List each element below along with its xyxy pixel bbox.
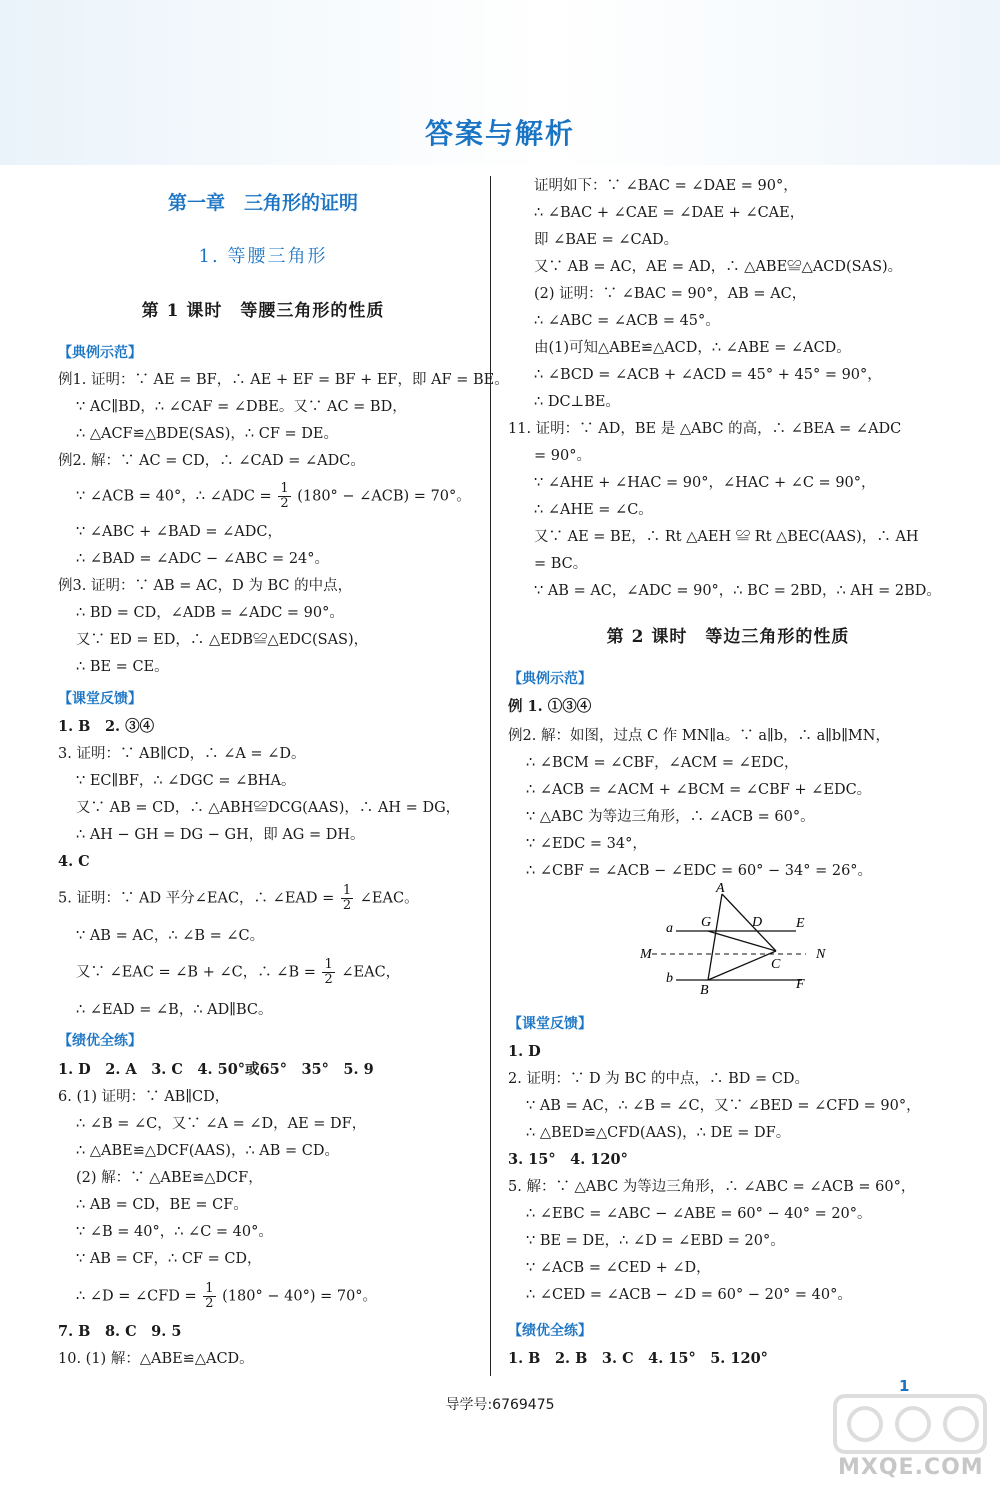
answer-line: 又∵ ED = ED，∴ △EDB≌△EDC(SAS)， xyxy=(76,632,369,648)
fraction-text: 5. 证明：∵ AD 平分∠EAC，∴ ∠EAD = xyxy=(58,890,335,907)
label-f: F xyxy=(796,977,805,992)
lesson-heading: 第 1 课时 等腰三角形的性质 xyxy=(141,301,385,321)
fraction-denominator: 2 xyxy=(205,1296,214,1311)
answer-line: 1. D xyxy=(508,1043,541,1060)
answer-line: 即 ∠BAE = ∠CAD。 xyxy=(534,232,679,248)
fraction-numerator: 1 xyxy=(280,481,289,496)
answer-line-fraction xyxy=(76,1282,377,1311)
label-a-point: A xyxy=(716,882,725,896)
watermark-logo xyxy=(795,1390,995,1500)
answer-line: ∴ ∠EAD = ∠B，∴ AD∥BC。 xyxy=(76,1002,273,1018)
answer-line: ∴ AH − GH = DG − GH，即 AG = DH。 xyxy=(76,827,365,843)
answer-line: ∴ △ACF≌△BDE(SAS)，∴ CF = DE。 xyxy=(76,426,338,442)
answer-line: ∴ ∠AHE = ∠C。 xyxy=(534,502,653,518)
fraction-text: 又∵ ∠EAC = ∠B + ∠C，∴ ∠B = xyxy=(76,964,316,981)
label-line-b: b xyxy=(666,971,673,986)
fraction-numerator: 1 xyxy=(324,957,333,972)
answer-line: 例2. 解：如图，过点 C 作 MN∥a。∵ a∥b，∴ a∥b∥MN， xyxy=(508,728,890,744)
lesson-heading: 第 2 课时 等边三角形的性质 xyxy=(606,627,850,647)
label-d: D xyxy=(752,915,763,930)
answer-line: ∴ ∠B = ∠C，又∵ ∠A = ∠D，AE = DF， xyxy=(76,1116,367,1132)
fraction-text: ∠EAC， xyxy=(341,964,401,981)
answer-line: 10. (1) 解：△ABE≌△ACD。 xyxy=(58,1351,254,1367)
answer-line: ∵ AB = AC，∴ ∠B = ∠C。 xyxy=(76,928,265,944)
label-e: E xyxy=(796,916,805,931)
answer-line: ∴ ∠ABC = ∠ACB = 45°。 xyxy=(534,313,720,329)
answer-line: 3. 15° 4. 120° xyxy=(508,1151,628,1168)
fraction-text: (180° − ∠ACB) = 70°。 xyxy=(297,488,471,505)
label-b: B xyxy=(700,983,709,994)
segment-ab xyxy=(708,894,722,980)
label-g: G xyxy=(701,915,712,930)
answer-line: ∴ △ABE≌△DCF(AAS)，∴ AB = CD。 xyxy=(76,1143,340,1159)
answer-line: ∴ ∠ACB = ∠ACM + ∠BCM = ∠CBF + ∠EDC。 xyxy=(526,782,872,798)
answer-line: 例1. 证明：∵ AE = BF，∴ AE + EF = BF + EF，即 AF = BE。 xyxy=(58,372,509,388)
answer-line: 5. 解：∵ △ABC 为等边三角形，∴ ∠ABC = ∠ACB = 60°， xyxy=(508,1179,916,1195)
answer-line: 例2. 解：∵ AC = CD，∴ ∠CAD = ∠ADC。 xyxy=(58,453,365,469)
answer-line: ∵ ∠ACB = ∠CED + ∠D， xyxy=(526,1260,711,1276)
answer-line: ∵ ∠B = 40°，∴ ∠C = 40°。 xyxy=(76,1224,273,1240)
fraction-text: ∵ ∠ACB = 40°，∴ ∠ADC = xyxy=(76,488,272,505)
answer-line: 6. (1) 证明：∵ AB∥CD， xyxy=(58,1089,230,1105)
answer-line: 又∵ AB = AC，AE = AD，∴ △ABE≌△ACD(SAS)。 xyxy=(534,259,903,275)
answer-line: ∴ DC⊥BE。 xyxy=(534,394,620,410)
answer-line: (2) 解：∵ △ABE≌△DCF， xyxy=(76,1170,263,1186)
fraction-denominator: 2 xyxy=(324,972,333,987)
answer-line: ∴ ∠BCM = ∠CBF，∠ACM = ∠EDC， xyxy=(526,755,799,771)
answer-line: ∴ ∠CBF = ∠ACB − ∠EDC = 60° − 34° = 26°。 xyxy=(526,863,873,879)
answer-line: 7. B 8. C 9. 5 xyxy=(58,1323,182,1340)
chapter-heading: 第一章 三角形的证明 xyxy=(167,192,358,214)
answer-line: ∵ EC∥BF，∴ ∠DGC = ∠BHA。 xyxy=(76,773,296,789)
fraction-numerator: 1 xyxy=(205,1281,214,1296)
fraction-text: (180° − 40°) = 70°。 xyxy=(222,1288,378,1305)
answer-line: 2. 证明：∵ D 为 BC 的中点，∴ BD = CD。 xyxy=(508,1071,810,1087)
tag-feedback: 【课堂反馈】 xyxy=(58,691,142,707)
answer-line: = 90°。 xyxy=(534,448,591,464)
answer-line: 又∵ AE = BE，∴ Rt △AEH ≌ Rt △BEC(AAS)，∴ AH xyxy=(534,529,919,545)
label-m: M xyxy=(640,947,652,962)
label-c: C xyxy=(771,957,781,972)
answer-line: 3. 证明：∵ AB∥CD，∴ ∠A = ∠D。 xyxy=(58,746,306,762)
answer-line: 例 1. ①③④ xyxy=(508,698,592,715)
answer-line: ∴ ∠BAD = ∠ADC − ∠ABC = 24°。 xyxy=(76,551,330,567)
answer-line: ∵ AB = AC，∠ADC = 90°，∴ BC = 2BD，∴ AH = 2BD。 xyxy=(534,583,941,599)
page-title: 答案与解析 xyxy=(424,117,575,150)
fraction-text: ∠EAC。 xyxy=(359,890,419,907)
answer-line: ∴ ∠CED = ∠ACB − ∠D = 60° − 20° = 40°。 xyxy=(526,1287,852,1303)
geometry-figure xyxy=(626,882,826,994)
answer-line-fraction xyxy=(76,482,471,511)
page-number: 1 xyxy=(899,1377,910,1395)
answer-line: ∴ ∠BAC + ∠CAE = ∠DAE + ∠CAE， xyxy=(534,205,805,221)
fraction xyxy=(278,482,290,511)
answer-line: ∴ △BED≌△CFD(AAS)，∴ DE = DF。 xyxy=(526,1125,791,1141)
answer-line: ∵ △ABC 为等边三角形，∴ ∠ACB = 60°。 xyxy=(526,809,815,825)
fraction xyxy=(322,958,334,987)
answer-line: 例3. 证明：∵ AB = AC，D 为 BC 的中点， xyxy=(58,578,353,594)
answer-line: ∴ ∠EBC = ∠ABC − ∠ABE = 60° − 40° = 20°。 xyxy=(526,1206,872,1222)
fraction-text: ∴ ∠D = ∠CFD = xyxy=(76,1288,197,1305)
column-divider xyxy=(490,176,491,1376)
tag-examples: 【典例示范】 xyxy=(58,345,142,361)
answer-line: ∵ ∠ABC + ∠BAD = ∠ADC， xyxy=(76,524,282,540)
fraction-denominator: 2 xyxy=(280,496,289,511)
answer-line-fraction xyxy=(58,884,419,913)
answer-line-fraction xyxy=(76,958,400,987)
fraction xyxy=(203,1282,215,1311)
watermark-text: MXQE.COM xyxy=(838,1455,984,1480)
fraction xyxy=(341,884,353,913)
answer-line: ∵ AB = AC，∴ ∠B = ∠C，又∵ ∠BED = ∠CFD = 90°， xyxy=(526,1098,921,1114)
label-line-a: a xyxy=(666,921,673,936)
answer-line: 1. B 2. B 3. C 4. 15° 5. 120° xyxy=(508,1350,768,1367)
answer-line: ∴ BD = CD，∠ADB = ∠ADC = 90°。 xyxy=(76,605,344,621)
answer-line: ∵ AC∥BD，∴ ∠CAF = ∠DBE。又∵ AC = BD， xyxy=(76,399,407,415)
section-heading: 1. 等腰三角形 xyxy=(198,246,328,267)
fraction-denominator: 2 xyxy=(342,898,352,913)
answer-line: 1. D 2. A 3. C 4. 50°或65° 35° 5. 9 xyxy=(58,1061,374,1078)
answer-line: 4. C xyxy=(58,853,90,870)
answer-line: 由(1)可知△ABE≌△ACD，∴ ∠ABE = ∠ACD。 xyxy=(534,340,851,356)
segment-bc xyxy=(708,951,776,980)
answer-line: ∴ ∠BCD = ∠ACB + ∠ACD = 45° + 45° = 90°， xyxy=(534,367,882,383)
fraction-numerator: 1 xyxy=(342,883,352,898)
label-n: N xyxy=(816,947,826,962)
answer-line: ∵ ∠AHE + ∠HAC = 90°，∠HAC + ∠C = 90°， xyxy=(534,475,876,491)
tag-examples: 【典例示范】 xyxy=(508,671,592,687)
answer-line: ∴ AB = CD，BE = CF。 xyxy=(76,1197,248,1213)
answer-line: 11. 证明：∵ AD，BE 是 △ABC 的高，∴ ∠BEA = ∠ADC xyxy=(508,421,902,437)
answer-line: ∵ ∠EDC = 34°， xyxy=(526,836,647,852)
tag-practice: 【绩优全练】 xyxy=(508,1323,592,1339)
answer-line: ∴ BE = CE。 xyxy=(76,659,169,675)
tag-practice: 【绩优全练】 xyxy=(58,1033,142,1049)
guide-number: 导学号:6769475 xyxy=(445,1397,555,1413)
answer-line: ∵ BE = DE，∴ ∠D = ∠EBD = 20°。 xyxy=(526,1233,785,1249)
answer-line: = BC。 xyxy=(534,556,588,572)
answer-line: 1. B 2. ③④ xyxy=(58,718,155,735)
answer-line: ∵ AB = CF，∴ CF = CD， xyxy=(76,1251,262,1267)
answer-line: (2) 证明：∵ ∠BAC = 90°，AB = AC， xyxy=(534,286,807,302)
answer-line: 证明如下：∵ ∠BAC = ∠DAE = 90°， xyxy=(534,178,798,194)
tag-feedback: 【课堂反馈】 xyxy=(508,1016,592,1032)
answer-line: 又∵ AB = CD，∴ △ABH≌DCG(AAS)，∴ AH = DG， xyxy=(76,800,461,816)
